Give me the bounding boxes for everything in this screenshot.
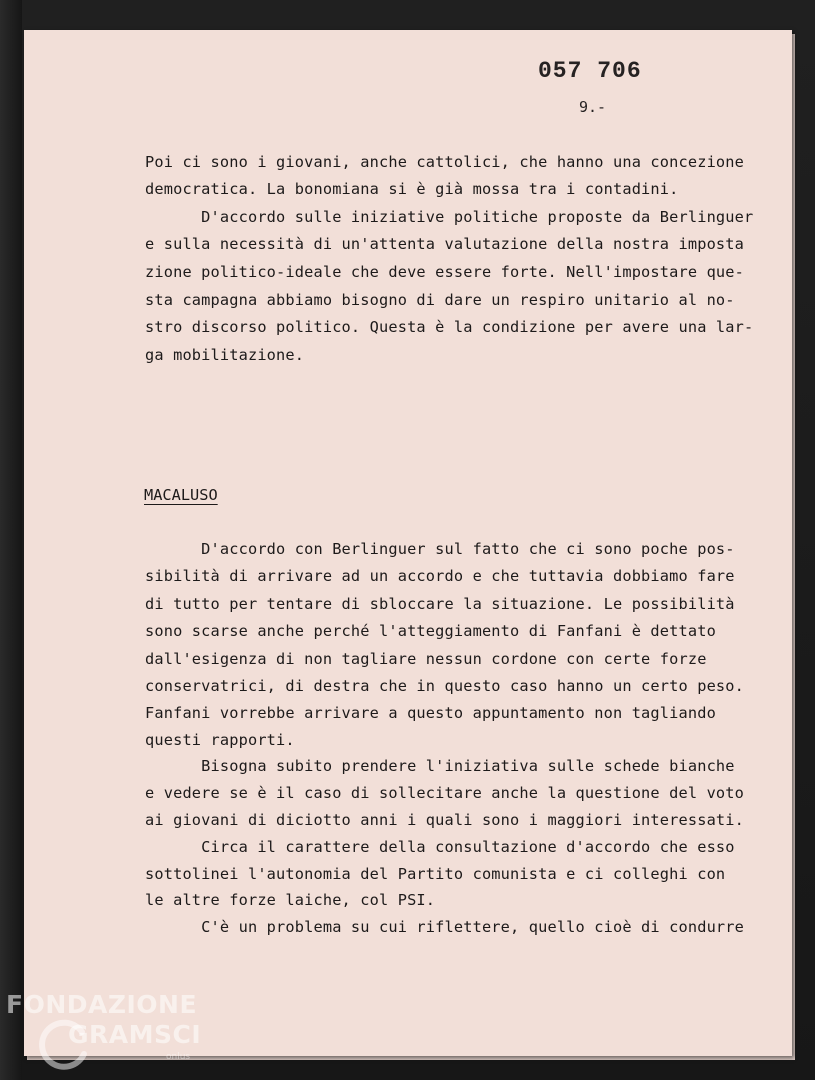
watermark-onlus: onlus	[166, 1052, 191, 1062]
text-line: e vedere se è il caso di sollecitare anche la questione del voto	[145, 784, 745, 802]
text-line: D'accordo con Berlinguer sul fatto che ci sono poche pos-	[145, 540, 735, 558]
text-line: questi rapporti.	[145, 731, 295, 749]
text-line: sta campagna abbiamo bisogno di dare un respiro unitario al no-	[145, 291, 735, 309]
watermark-line2: GRAMSCI	[68, 1020, 202, 1049]
text-line: conservatrici, di destra che in questo caso hanno un certo peso.	[145, 677, 745, 695]
text-line: e sulla necessità di un'attenta valutazione della nostra imposta	[145, 235, 745, 253]
text-line: sottolinei l'autonomia del Partito comunista e ci colleghi con	[145, 865, 726, 883]
text-line: Bisogna subito prendere l'iniziativa sulle schede bianche	[145, 757, 735, 775]
text-line: Fanfani vorrebbe arrivare a questo appuntamento non tagliando	[145, 704, 716, 722]
archive-number: 057 706	[538, 58, 642, 84]
text-line: Circa il carattere della consultazione d'accordo che esso	[145, 838, 735, 856]
page-number: 9.-	[579, 98, 607, 116]
text-line: zione politico-ideale che deve essere forte. Nell'impostare que-	[145, 263, 745, 281]
text-line: Poi ci sono i giovani, anche cattolici, che hanno una concezione	[145, 153, 745, 171]
text-line: ga mobilitazione.	[145, 346, 305, 364]
binding-edge	[0, 0, 22, 1080]
text-line: di tutto per tentare di sbloccare la situazione. Le possibilità	[145, 595, 735, 613]
text-line: sibilità di arrivare ad un accordo e che tuttavia dobbiamo fare	[145, 567, 735, 585]
watermark-line1: FONDAZIONE	[6, 990, 198, 1019]
text-line: democratica. La bonomiana si è già mossa tra i contadini.	[145, 180, 679, 198]
text-line: sono scarse anche perché l'atteggiamento di Fanfani è dettato	[145, 622, 716, 640]
text-line: D'accordo sulle iniziative politiche proposte da Berlinguer	[145, 208, 754, 226]
text-line: C'è un problema su cui riflettere, quello cioè di condurre	[145, 918, 745, 936]
text-line: dall'esigenza di non tagliare nessun cordone con certe forze	[145, 650, 707, 668]
speaker-heading: MACALUSO	[144, 486, 218, 504]
text-line: ai giovani di diciotto anni i quali sono i maggiori interessati.	[145, 811, 745, 829]
text-line: stro discorso politico. Questa è la condizione per avere una lar-	[145, 318, 754, 336]
fondazione-gramsci-watermark	[6, 990, 206, 1080]
text-line: le altre forze laiche, col PSI.	[145, 891, 436, 909]
